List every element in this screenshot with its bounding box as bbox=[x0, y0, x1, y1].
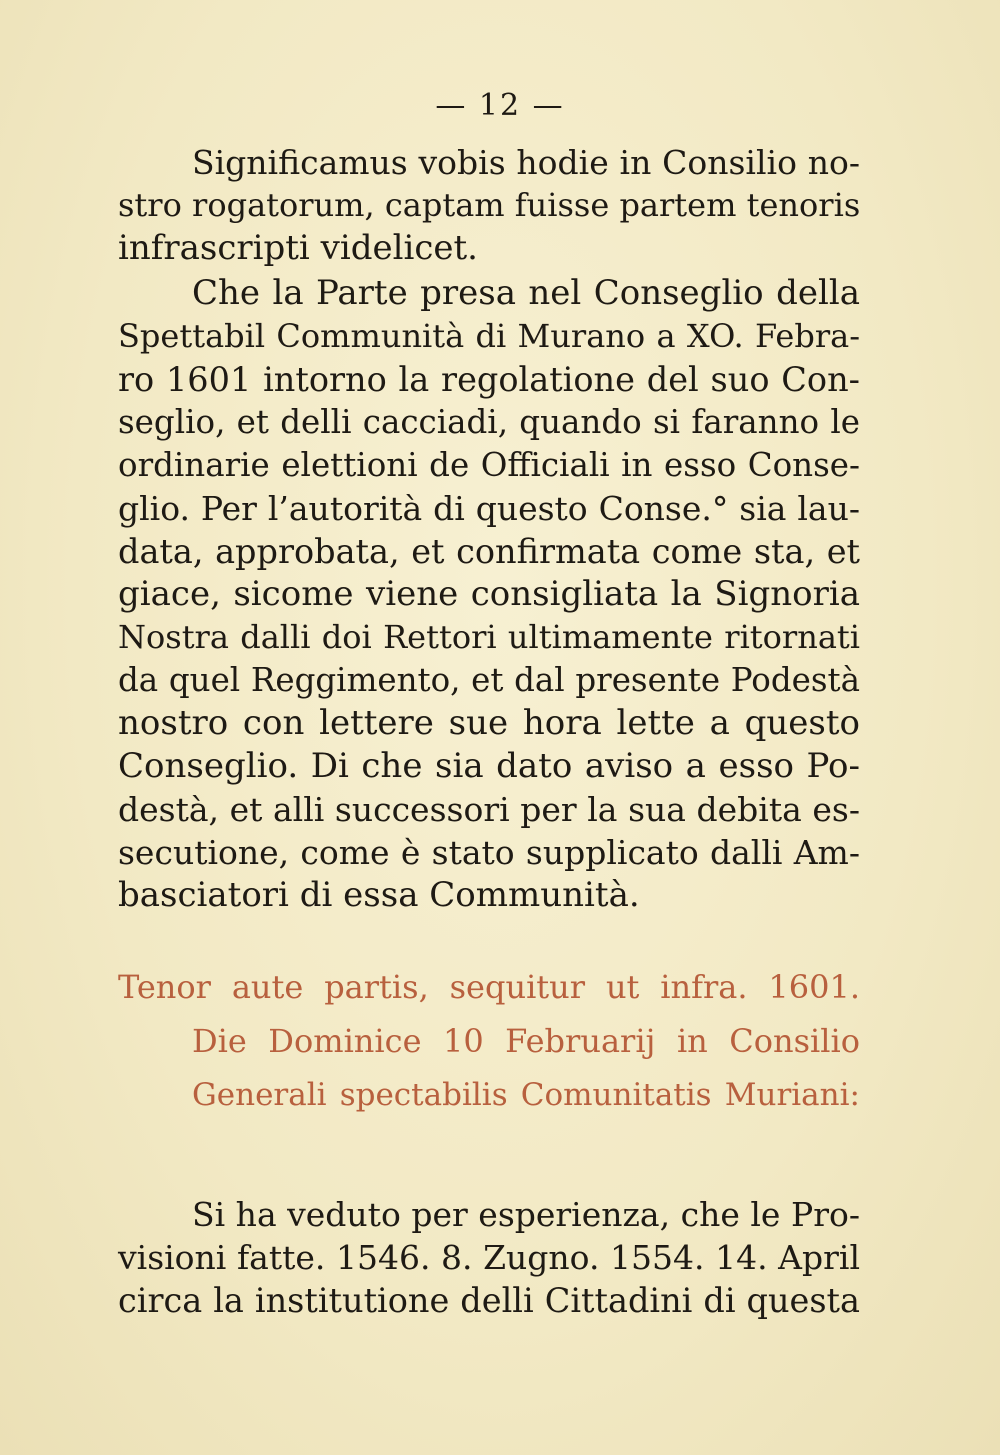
closing-paragraph bbox=[118, 1193, 860, 1322]
text-line: basciatori di essa Communità. bbox=[118, 875, 640, 915]
latin-paragraph bbox=[118, 141, 860, 270]
rubric-line: Generali spectabilis Comunitatis Muriani: bbox=[192, 1077, 860, 1113]
text-line: da quel Reggimento, et dal presente Podestà bbox=[118, 661, 860, 699]
text-line: giace, sicome viene consigliata la Signoria bbox=[118, 574, 860, 614]
text-line: Nostra dalli doi Rettori ultimamente ritornati bbox=[118, 618, 860, 656]
text-line: Che la Parte presa nel Conseglio della bbox=[192, 273, 860, 313]
text-line: Spettabil Communità di Murano a XO. Febra- bbox=[118, 317, 860, 355]
text-line: Si ha veduto per esperienza, che le Pro- bbox=[192, 1195, 860, 1234]
rubric-heading bbox=[118, 960, 860, 1122]
text-line: seglio, et delli cacciadi, quando si faranno le bbox=[118, 403, 860, 441]
text-line: Significamus vobis hodie in Consilio no- bbox=[192, 143, 860, 182]
text-line: ordinarie elettioni de Officiali in esso Conse- bbox=[118, 446, 860, 484]
text-line: data, approbata, et confirmata come sta, et bbox=[118, 532, 860, 571]
text-line: visioni fatte. 1546. 8. Zugno. 1554. 14. April bbox=[118, 1238, 860, 1277]
italian-paragraph bbox=[118, 272, 860, 917]
rubric-line: Tenor aute partis, sequitur ut infra. 1601. bbox=[118, 968, 860, 1006]
text-line: destà, et alli successori per la sua debita es- bbox=[118, 790, 860, 829]
text-line: Conseglio. Di che sia dato aviso a esso Po- bbox=[118, 746, 860, 786]
page-number: — 12 — bbox=[435, 88, 565, 123]
text-line: secutione, come è stato supplicato dalli Am- bbox=[118, 833, 860, 872]
text-line: glio. Per l’autorità di questo Conse.° sia lau- bbox=[118, 489, 860, 528]
text-line: ro 1601 intorno la regolatione del suo Con- bbox=[118, 360, 860, 399]
text-line: circa la institutione delli Cittadini di questa bbox=[118, 1281, 860, 1320]
rubric-line: Die Dominice 10 Februarij in Consilio bbox=[192, 1022, 860, 1060]
text-line: infrascripti videlicet. bbox=[118, 228, 478, 268]
text-line: stro rogatorum, captam fuisse partem tenoris bbox=[118, 186, 861, 224]
text-line: nostro con lettere sue hora lette a questo bbox=[118, 703, 860, 743]
